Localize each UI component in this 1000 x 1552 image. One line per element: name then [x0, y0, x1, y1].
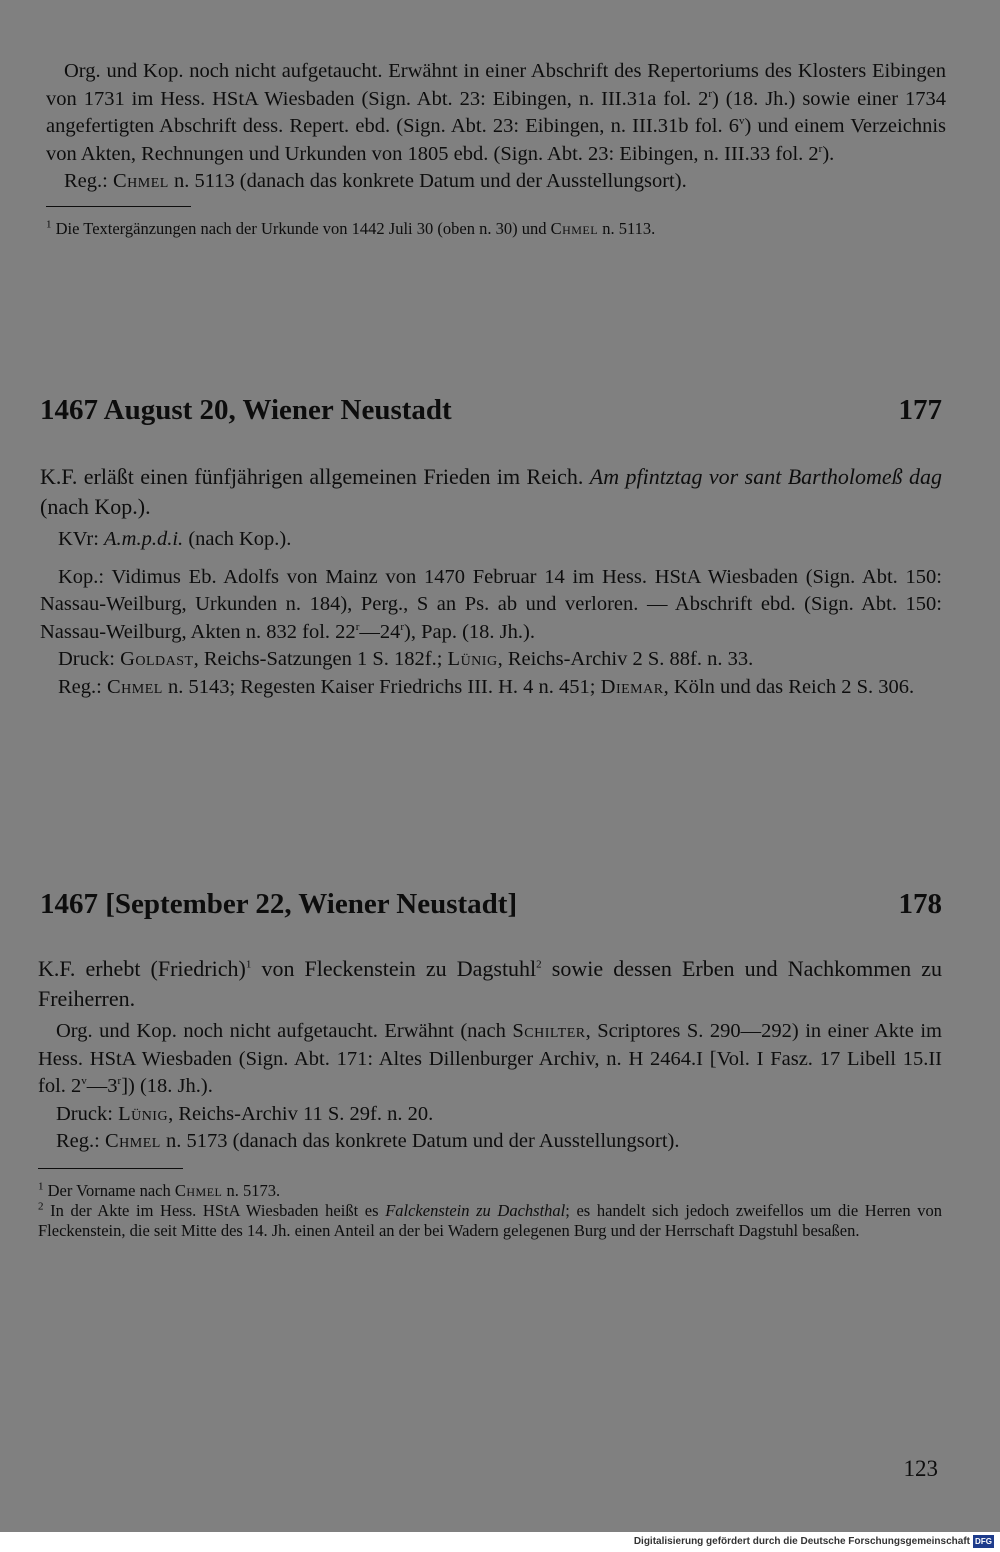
credit-text: Digitalisierung gefördert durch die Deutsche Forschungsgemeinschaft	[633, 1536, 970, 1547]
entry-178-footnote-2: $^2$ In der Akte im Hess. HStA Wiesbaden heißt es Falckenstein zu Dachsthal; es handelt sich jedoch zweifellos um die Herren von Fleckenstein, die seit Mitte des 14. Jh. einen Anteil an der bei Wadern gelegenen Burg und der Herrschaft Dagstuhl besaßen.	[38, 1200, 942, 1240]
entry-178-druck: Druck: Lünig, Reichs-Archiv 11 S. 29f. n. 20.	[56, 1102, 434, 1125]
entry-177-kop: Kop.: Vidimus Eb. Adolfs von Mainz von 1470 Februar 14 im Hess. HStA Wiesbaden (Sign. Abt. 150: Nassau-Weilburg, Urkunden n. 184), Perg., S an Ps. ab und verloren. — Abschrift ebd. (Sign. Abt. 150: Nassau-Weilburg, Akten n. 832 fol. 22$^r$—24$^r$), Pap. (18. Jh.).	[40, 565, 942, 643]
entry-177-summary: K.F. erläßt einen fünfjährigen allgemeinen Frieden im Reich. Am pfintztag vor sant Bartholomeß dag (nach Kop.).	[40, 464, 942, 519]
page-number: 123	[903, 1456, 938, 1481]
credit-bar	[0, 1532, 1000, 1552]
entry-178-number: 178	[898, 888, 942, 920]
entry-177-heading	[40, 394, 942, 427]
entry-177-kvr: KVr: A.m.p.d.i. (nach Kop.).	[58, 528, 292, 550]
entry-178-footnote-1: $^1$ Der Vorname nach Chmel n. 5173.	[38, 1180, 281, 1200]
footnote-divider	[46, 206, 191, 207]
entry-178-reg: Reg.: Chmel n. 5173 (danach das konkrete Datum und der Ausstellungsort).	[56, 1130, 680, 1152]
top-paragraph: Org. und Kop. noch nicht aufgetaucht. Erwähnt in einer Abschrift des Repertoriums des Klosters Eibingen von 1731 im Hess. HStA Wiesbaden (Sign. Abt. 23: Eibingen, n. III.31a fol. 2$^r$) (18. Jh.) sowie einer 1734 angefertigten Abschrift dess. Repert. ebd. (Sign. Abt. 23: Eibingen, n. III.31b fol. 6$^v$) und einem Verzeichnis von Akten, Rechnungen und Urkunden von 1805 ebd. (Sign. Abt. 23: Eibingen, n. III.33 fol. 2$^r$).	[46, 60, 946, 165]
dfg-logo-icon: DFG	[973, 1535, 994, 1548]
entry-178-org: Org. und Kop. noch nicht aufgetaucht. Erwähnt (nach Schilter, Scriptores S. 290—292) in einer Akte im Hess. HStA Wiesbaden (Sign. Abt. 171: Altes Dillenburger Archiv, n. H 2464.I [Vol. I Fasz. 17 Libell 15.II fol. 2$^v$—3$^r$]) (18. Jh.).	[38, 1020, 942, 1097]
entry-178-summary: K.F. erhebt (Friedrich)$^1$ von Fleckenstein zu Dagstuhl$^2$ sowie dessen Erben und Nachkommen zu Freiherren.	[38, 956, 942, 1011]
entry-177-title: 1467 August 20, Wiener Neustadt	[40, 394, 452, 426]
entry-177-druck: Druck: Goldast, Reichs-Satzungen 1 S. 182f.; Lünig, Reichs-Archiv 2 S. 88f. n. 33.	[58, 648, 754, 670]
top-section	[46, 58, 946, 239]
entry-177-reg: Reg.: Chmel n. 5143; Regesten Kaiser Friedrichs III. H. 4 n. 451; Diemar, Köln und das Reich 2 S. 306.	[58, 675, 915, 698]
top-footnote: $^1$ Die Textergänzungen nach der Urkunde von 1442 Juli 30 (oben n. 30) und Chmel n. 5113.	[46, 218, 656, 238]
footnote-divider	[38, 1168, 183, 1169]
entry-177-body	[40, 462, 942, 701]
entry-178-heading	[40, 888, 942, 921]
entry-177-number: 177	[898, 394, 942, 426]
entry-178-title: 1467 [September 22, Wiener Neustadt]	[40, 888, 518, 920]
entry-178-body	[38, 954, 942, 1241]
top-reg: Reg.: Chmel n. 5113 (danach das konkrete Datum und der Ausstellungsort).	[64, 170, 687, 192]
